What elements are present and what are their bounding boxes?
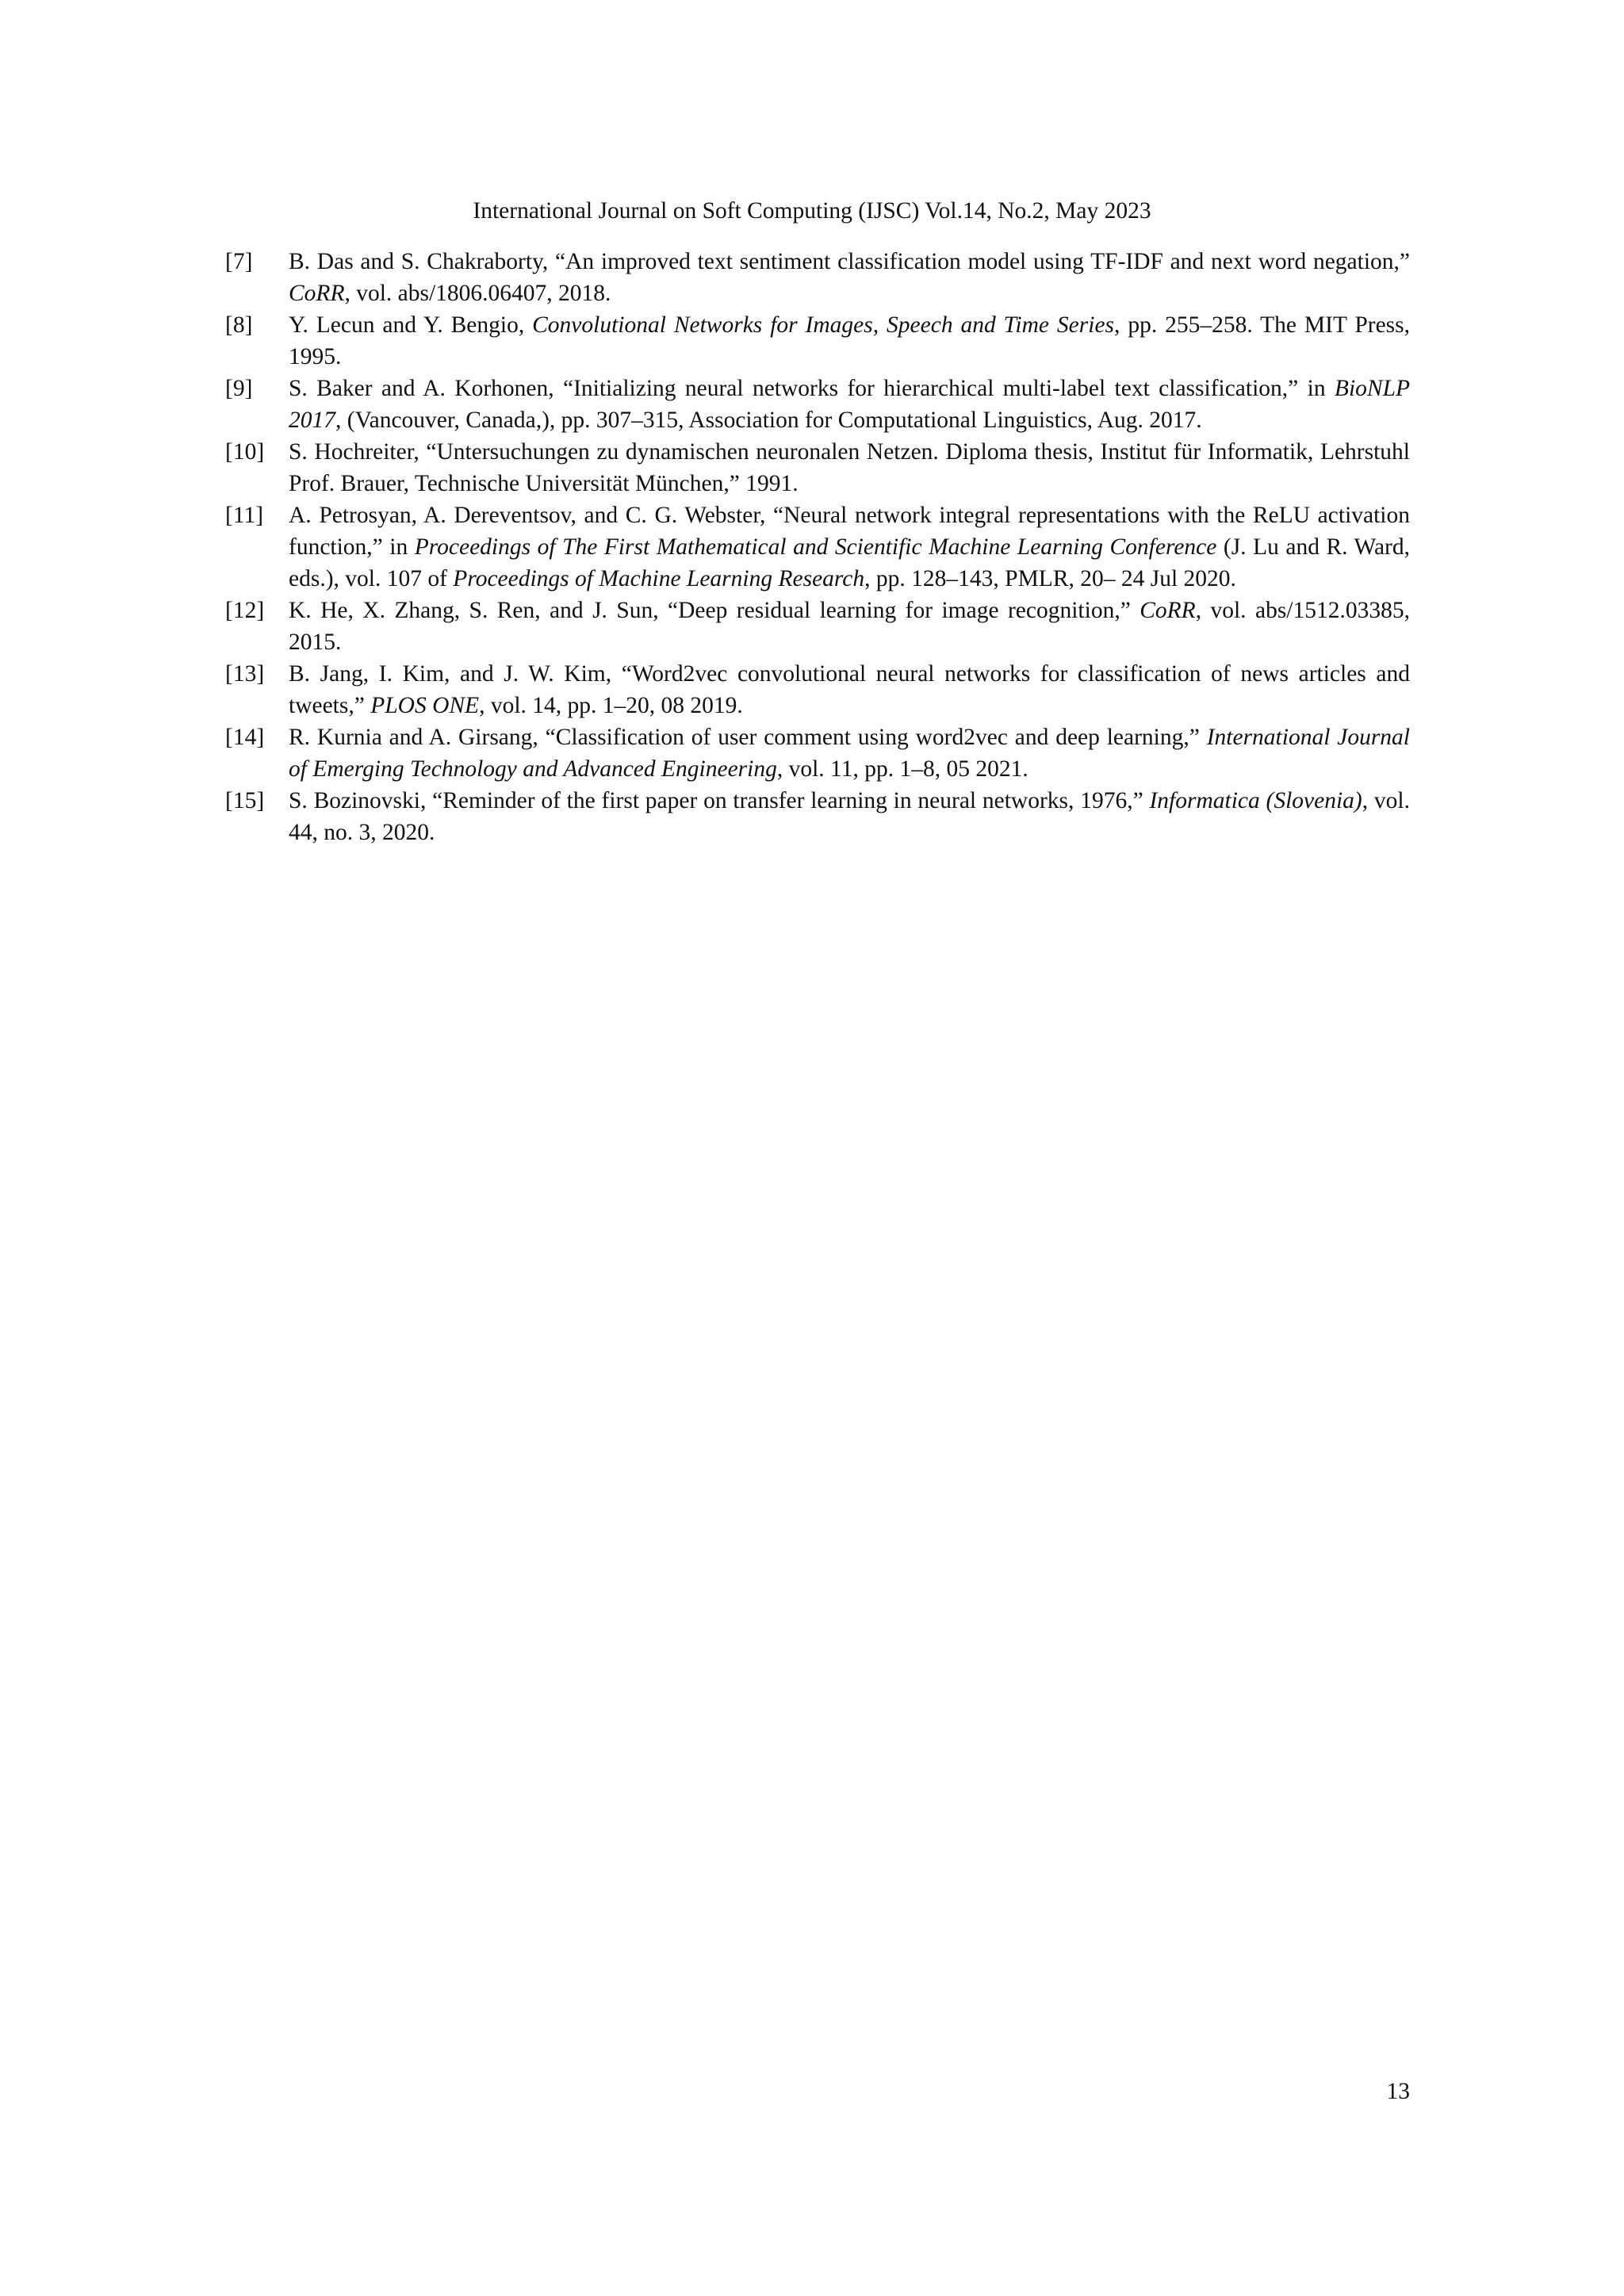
reference-number: [11] [225,503,264,528]
reference-entry [225,658,1410,721]
reference-italic-segment: Convolutional Networks for Images, Speech and Time Series [532,312,1115,338]
reference-segment: S. Baker and A. Korhonen, “Initializing neural networks for hierarchical multi-label text classification,” in [289,376,1335,401]
reference-segment: , pp. 255–258. The MIT Press, 1995. [289,312,1411,369]
reference-segment: , vol. 14, pp. 1–20, 08 2019. [479,693,743,718]
reference-number: [14] [225,725,265,750]
reference-italic-segment: PLOS ONE [370,693,480,718]
reference-entry [225,436,1410,499]
reference-text [289,595,1410,658]
reference-segment: (J. Lu and R. Ward, eds.), vol. 107 of [289,534,1410,591]
reference-italic-segment: Informatica (Slovenia) [1149,788,1362,813]
reference-text [289,373,1410,436]
reference-segment: S. Hochreiter, “Untersuchungen zu dynamischen neuronalen Netzen. Diploma thesis, Institut für Informatik, Lehrstuhl Prof. Brauer, Technische Universität München,” 1991. [289,439,1410,496]
reference-segment: , vol. abs/1806.06407, 2018. [344,281,611,306]
reference-number: [12] [225,598,265,623]
reference-entry [225,595,1410,658]
reference-number: [9] [225,376,253,401]
reference-entry [225,499,1410,595]
reference-text [289,499,1410,595]
reference-text [289,436,1410,499]
reference-text [289,658,1410,721]
reference-italic-segment: International Journal of Emerging Technology and Advanced Engineering [289,725,1411,782]
reference-segment: K. He, X. Zhang, S. Ren, and J. Sun, “Deep residual learning for image recognition,” [289,598,1140,623]
reference-entry [225,785,1410,848]
reference-entry [225,721,1410,785]
reference-text [289,246,1410,309]
reference-number: [7] [225,249,253,274]
page-number: 13 [1386,2079,1410,2104]
reference-number: [13] [225,661,265,687]
reference-italic-segment: CoRR [1139,598,1196,623]
reference-number: [8] [225,312,253,338]
reference-list [225,246,1410,848]
reference-segment: A. Petrosyan, A. Dereventsov, and C. G. Webster, “Neural network integral representations with the ReLU activation function,” in [289,503,1410,560]
reference-segment: , vol. 44, no. 3, 2020. [289,788,1410,845]
reference-segment: , pp. 128–143, PMLR, 20– 24 Jul 2020. [864,566,1236,591]
reference-segment: B. Jang, I. Kim, and J. W. Kim, “Word2vec convolutional neural networks for classification of news articles and tweets,” [289,661,1410,718]
reference-italic-segment: Proceedings of The First Mathematical and Scientific Machine Learning Conference [414,534,1217,560]
reference-italic-segment: Proceedings of Machine Learning Research [453,566,865,591]
reference-segment: , vol. abs/1512.03385, 2015. [289,598,1410,655]
reference-segment: Y. Lecun and Y. Bengio, [289,312,533,338]
reference-segment: S. Bozinovski, “Reminder of the first paper on transfer learning in neural networks, 1976,” [289,788,1150,813]
running-header: International Journal on Soft Computing (IJSC) Vol.14, No.2, May 2023 [473,198,1151,224]
reference-segment: , (Vancouver, Canada,), pp. 307–315, Association for Computational Linguistics, Aug. 2017. [335,408,1202,433]
reference-segment: , vol. 11, pp. 1–8, 05 2021. [776,756,1028,782]
reference-text [289,721,1410,785]
reference-entry [225,309,1410,373]
reference-entry [225,246,1410,309]
reference-italic-segment: BioNLP 2017 [289,376,1410,433]
reference-entry [225,373,1410,436]
reference-italic-segment: CoRR [289,281,345,306]
reference-number: [15] [225,788,265,813]
reference-text [289,309,1410,373]
reference-segment: B. Das and S. Chakraborty, “An improved text sentiment classification model using TF-IDF and next word negation,” [289,249,1410,274]
reference-text [289,785,1410,848]
reference-number: [10] [225,439,265,465]
reference-segment: R. Kurnia and A. Girsang, “Classification of user comment using word2vec and deep learning,” [289,725,1207,750]
